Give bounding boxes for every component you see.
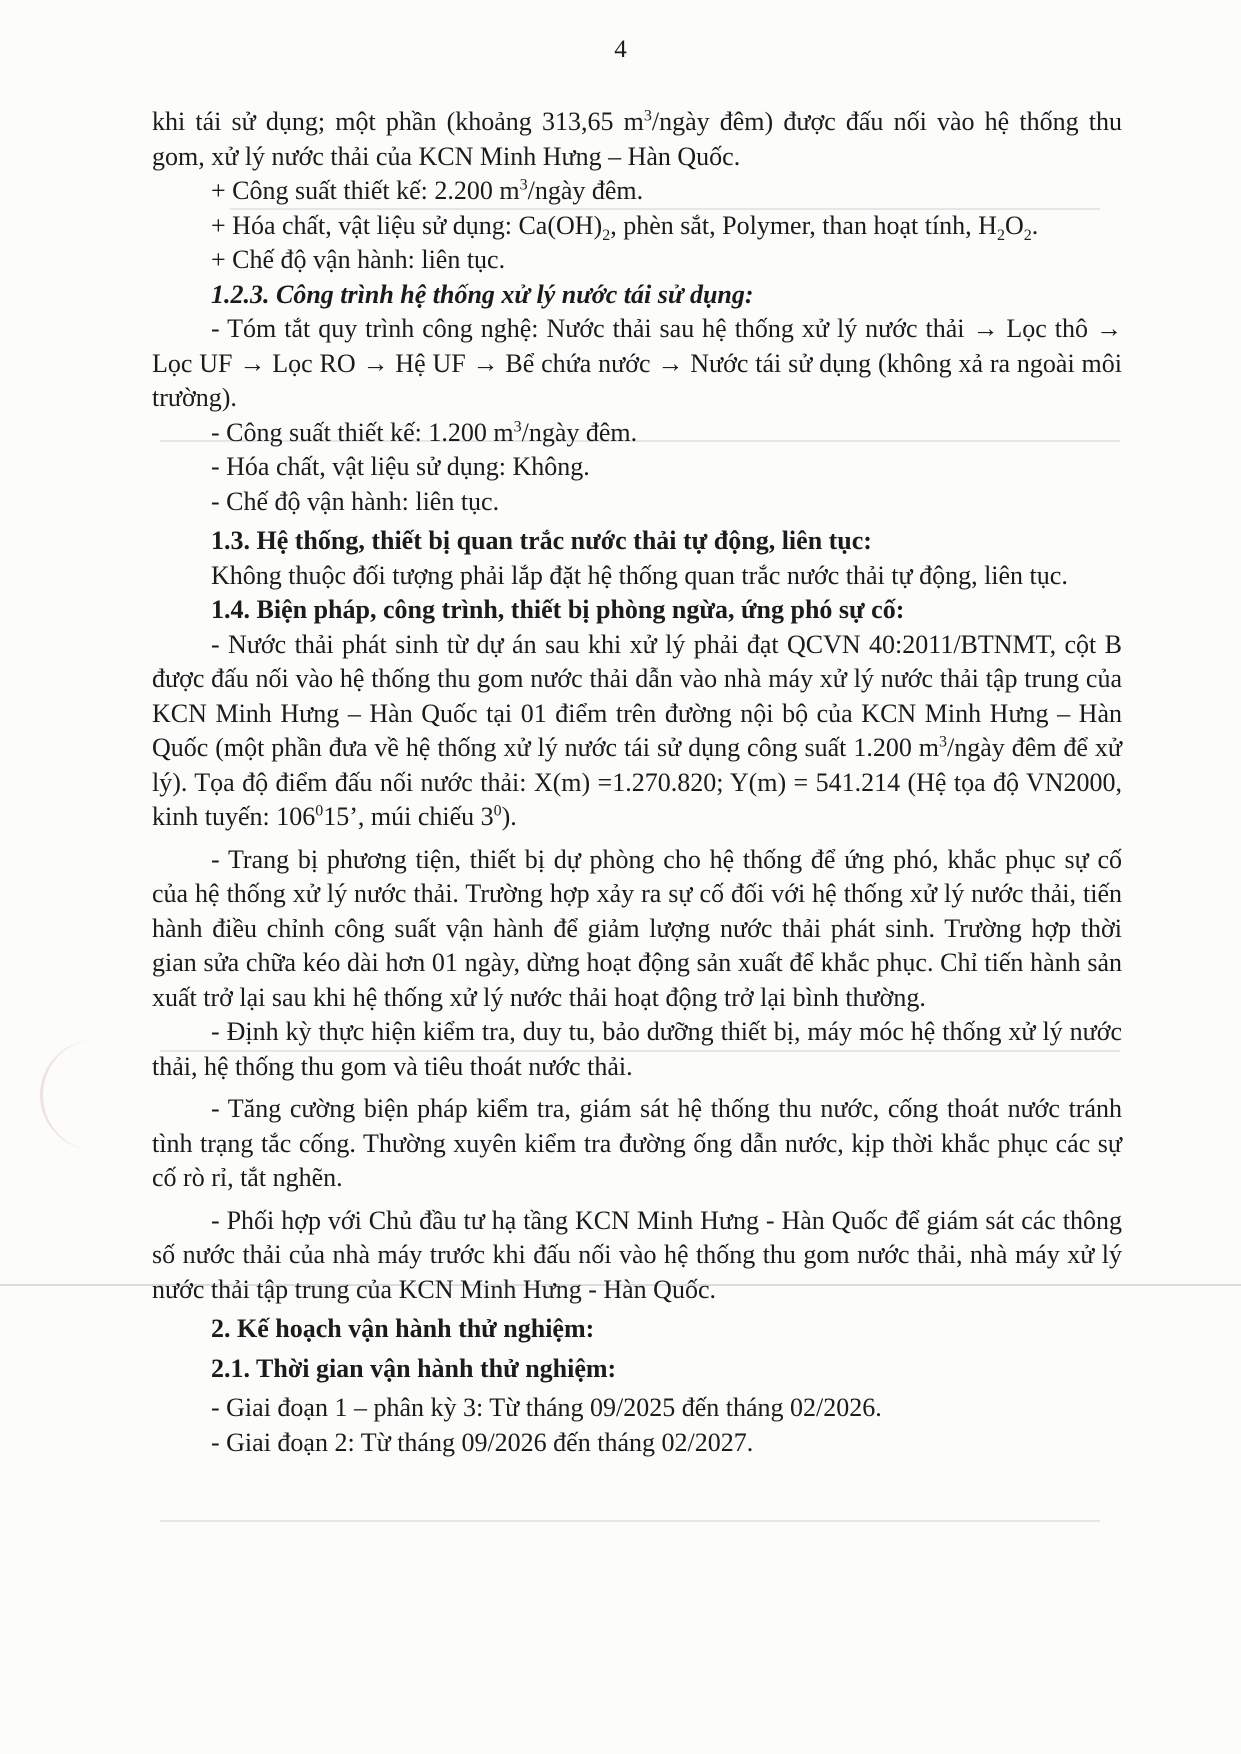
monitoring-paragraph: Không thuộc đối tượng phải lắp đặt hệ thống quan trắc nước thải tự động, liên tục. — [211, 560, 1068, 590]
section-heading-2-1: 2.1. Thời gian vận hành thử nghiệm: — [211, 1353, 617, 1383]
bleed-through-line — [160, 1520, 1100, 1522]
page-number: 4 — [614, 36, 627, 63]
chemicals-line: - Hóa chất, vật liệu sử dụng: Không. — [211, 452, 590, 481]
coordination-paragraph: - Phối hợp với Chủ đầu tư hạ tầng KCN Minh Hưng - Hàn Quốc để giám sát các thông số nước thải của nhà máy trước khi đấu nối vào hệ thống thu gom nước thải, nhà máy xử lý nước thải tập trung của KCN Minh Hưng - Hàn Quốc. — [152, 1205, 1122, 1304]
section-heading-2: 2. Kế hoạch vận hành thử nghiệm: — [211, 1314, 595, 1343]
document-body — [152, 105, 1122, 1460]
operation-mode-line: - Chế độ vận hành: liên tục. — [211, 486, 500, 516]
trial-stage-1: - Giai đoạn 1 – phân kỳ 3: Từ tháng 09/2025 đến tháng 02/2026. — [211, 1393, 882, 1422]
operation-mode-line: + Chế độ vận hành: liên tục. — [211, 245, 506, 274]
maintenance-paragraph: - Định kỳ thực hiện kiểm tra, duy tu, bảo dưỡng thiết bị, máy móc hệ thống xử lý nước thải, hệ thống thu gom và tiêu thoát nước thải. — [152, 1017, 1122, 1081]
trial-stage-2: - Giai đoạn 2: Từ tháng 09/2026 đến tháng 02/2027. — [211, 1427, 754, 1457]
section-heading-1-2-3: 1.2.3. Công trình hệ thống xử lý nước tái sử dụng: — [211, 279, 754, 309]
section-heading-1-4: 1.4. Biện pháp, công trình, thiết bị phòng ngừa, ứng phó sự cố: — [211, 595, 905, 624]
design-capacity-line: + Công suất thiết kế: 2.200 $m^3$/ngày đêm. — [211, 176, 644, 205]
design-capacity-line: - Công suất thiết kế: 1.200 $m^3$/ngày đêm. — [211, 417, 638, 447]
incident-response-paragraph: - Trang bị phương tiện, thiết bị dự phòng cho hệ thống để ứng phó, khắc phục sự cố của hệ thống xử lý nước thải. Trường hợp xảy ra sự cố đối với hệ thống xử lý nước thải, tiến hành điều chỉnh công suất vận hành để giảm lượng nước thải phát sinh. Trường hợp thời gian sửa chữa kéo dài hơn 01 ngày, dừng hoạt động sản xuất để khắc phục. Chỉ tiến hành sản xuất trở lại sau khi hệ thống xử lý nước thải hoạt động trở lại bình thường. — [152, 844, 1122, 1012]
process-summary: - Tóm tắt quy trình công nghệ: Nước thải sau hệ thống xử lý nước thải → Lọc thô → Lọc UF → Lọc RO → Hệ UF → Bể chứa nước → Nước tái sử dụng (không xả ra ngoài môi trường). — [152, 314, 1122, 412]
inspection-paragraph: - Tăng cường biện pháp kiểm tra, giám sát hệ thống thu nước, cống thoát nước tránh tình trạng tắc cống. Thường xuyên kiểm tra đường ống dẫn nước, kịp thời khắc phục các sự cố rò rỉ, tắt nghẽn. — [152, 1094, 1122, 1192]
paragraph-continuation: khi tái sử dụng; một phần (khoảng 313,65 $m^3$/ngày đêm) được đấu nối vào hệ thống thu gom, xử lý nước thải của KCN Minh Hưng – Hàn Quốc. — [152, 107, 1122, 171]
stamp-bleed-through — [40, 1040, 103, 1150]
section-heading-1-3: 1.3. Hệ thống, thiết bị quan trắc nước thải tự động, liên tục: — [211, 526, 872, 555]
discharge-paragraph: - Nước thải phát sinh từ dự án sau khi xử lý phải đạt QCVN 40:2011/BTNMT, cột B được đấu nối vào hệ thống thu gom nước thải dẫn vào nhà máy xử lý nước thải tập trung của KCN Minh Hưng – Hàn Quốc tại 01 điểm trên đường nội bộ của KCN Minh Hưng – Hàn Quốc (một phần đưa về hệ thống xử lý nước tái sử dụng công suất 1.200 $m^3$/ngày đêm để xử lý). Tọa độ điểm đấu nối nước thải: X(m) =1.270.820; Y(m) = 541.214 (Hệ tọa độ VN2000, kinh tuyến: $106^015$’, múi chiếu $3^0$). — [152, 629, 1122, 831]
chemicals-line: + Hóa chất, vật liệu sử dụng: $Ca(OH)_2$, phèn sắt, Polymer, than hoạt tính, $H_2O_2$. — [211, 210, 1039, 244]
